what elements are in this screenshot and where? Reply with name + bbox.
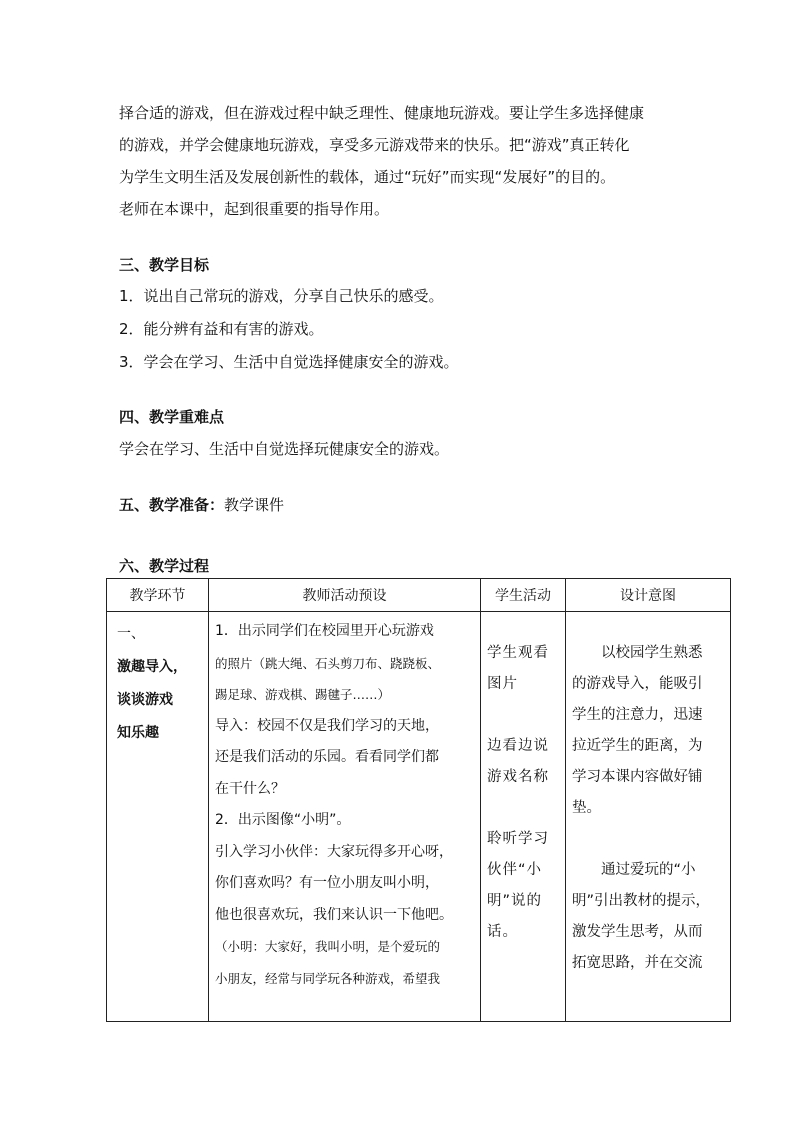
stage-cell [107,612,209,1022]
student-activity-line: 话。 [487,924,518,940]
section-heading-key-points: 四、教学重难点 [119,408,225,426]
table-header-row [107,579,731,612]
header-design-intent: 设计意图 [566,579,731,612]
header-teacher-activity: 教师活动预设 [209,579,481,612]
table-row [107,612,731,1022]
student-activity-line: 游戏名称 [487,769,549,785]
teacher-activity-line: 在干什么？ [215,780,285,797]
teacher-activity-line: 导入：校园不仅是我们学习的天地， [215,717,439,734]
student-activity-line: 伙伴“小 [487,862,543,878]
design-intent-line: 拓宽思路，并在交流 [572,955,703,971]
design-intent-line: 明”引出教材的提示， [572,893,711,909]
student-activity-line: 图片 [487,676,518,692]
preparation-line [119,495,284,515]
teacher-activity-line: 他也很喜欢玩，我们来认识一下他吧。 [215,906,453,923]
design-intent-line: 通过爱玩的“小 [601,862,696,878]
student-activity-line: 学生观看 [487,645,549,661]
teacher-activity-line: 2．出示图像“小明”。 [215,812,351,828]
teacher-activity-line: （小明：大家好，我叫小明，是个爱玩的 [215,939,441,954]
student-activity-line: 明”说的 [487,893,543,909]
design-intent-line: 拉近学生的距离，为 [572,738,703,754]
student-activity-line: 聆听学习 [487,831,549,847]
intro-line: 为学生文明生活及发展创新性的载体，通过“玩好”而实现“发展好”的目的。 [119,168,616,186]
design-intent-cell [566,612,731,1022]
teacher-activity-line: 你们喜欢吗？有一位小朋友叫小明， [215,875,439,891]
design-intent-line: 学习本课内容做好铺 [572,769,703,785]
teacher-activity-line: 踢足球、游戏棋、踢毽子……） [215,687,391,702]
teacher-activity-line: 还是我们活动的乐园。看看同学们都 [215,749,439,765]
teacher-activity-line: 引入学习小伙伴：大家玩得多开心呀， [215,843,453,860]
header-student-activity: 学生活动 [481,579,566,612]
teacher-activity-cell [209,612,481,1022]
preparation-text: 教学课件 [224,496,285,514]
teacher-activity-line: 小朋友，经常与同学玩各种游戏，希望我 [215,970,441,986]
intro-line: 老师在本课中，起到很重要的指导作用。 [119,200,390,218]
design-intent-line: 激发学生思考，从而 [572,924,703,940]
design-intent-line: 以校园学生熟悉 [601,645,703,661]
stage-number: 一、 [117,626,145,642]
header-stage: 教学环节 [107,579,209,612]
teacher-activity-line: 1．出示同学们在校园里开心玩游戏 [215,623,434,639]
stage-title-line: 谈谈游戏 [117,692,173,708]
objective-item: 3．学会在学习、生活中自觉选择健康安全的游戏。 [119,353,459,371]
section-heading-process: 六、教学过程 [119,557,210,575]
design-intent-line: 学生的注意力，迅速 [572,707,703,723]
design-intent-line: 垫。 [572,800,601,816]
teaching-process-table [106,578,731,1022]
intro-line: 的游戏，并学会健康地玩游戏，享受多元游戏带来的快乐。把“游戏”真正转化 [119,136,630,154]
section-heading-objectives: 三、教学目标 [119,256,210,274]
intro-line: 择合适的游戏，但在游戏过程中缺乏理性、健康地玩游戏。要让学生多选择健康 [119,104,645,122]
teacher-activity-line: 的照片（跳大绳、石头剪刀布、跷跷板、 [215,655,441,671]
objective-item: 1．说出自己常玩的游戏，分享自己快乐的感受。 [119,287,444,305]
design-intent-line: 的游戏导入，能吸引 [572,676,703,692]
section-heading-preparation: 五、教学准备： [119,496,225,514]
key-points-text: 学会在学习、生活中自觉选择玩健康安全的游戏。 [119,440,450,458]
objective-item: 2．能分辨有益和有害的游戏。 [119,320,324,338]
student-activity-cell [481,612,566,1022]
student-activity-line: 边看边说 [487,738,549,754]
stage-title-line: 知乐趣 [117,725,159,741]
stage-title-line: 激趣导入， [117,659,187,675]
